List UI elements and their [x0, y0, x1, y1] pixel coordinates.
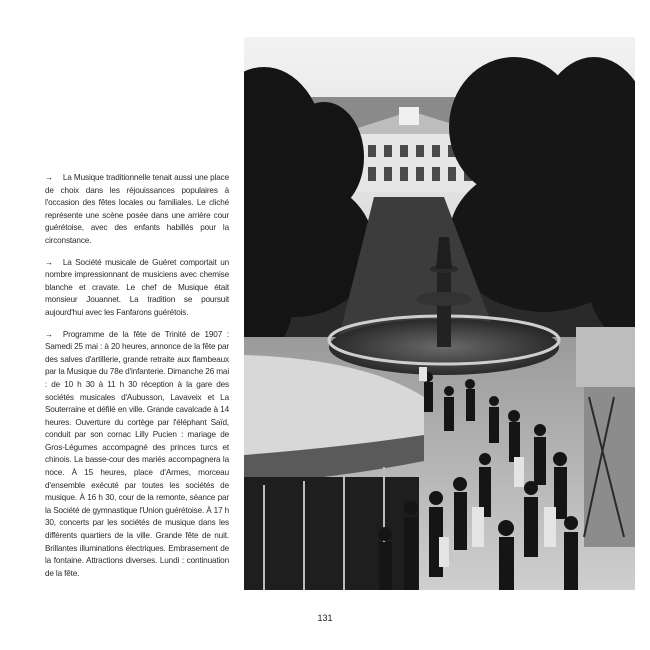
caption-column — [45, 172, 229, 589]
caption-paragraph — [45, 329, 229, 581]
fountain-square-photo-illustration — [244, 37, 635, 590]
page-number: 131 — [317, 613, 333, 623]
arrow-icon: → — [45, 329, 53, 339]
booth-right — [576, 327, 635, 547]
caption-paragraph — [45, 172, 229, 248]
caption-text: Programme de la fête de Trinité de 1907 : Samedi 25 mai : à 20 heures, annonce de la fête par des salves d'artillerie, grande retraite aux flambeaux par la Musique du 78e d'infanterie. Dimanche 26 mai : de 10 h 30 à 11 h 30 réception à la gare des sociétés musicales d'Aubusson, Lavaveix et La Souterraine et défilé en ville. Grande cavalcade à 14 heures. Ouverture du cortège par l'éléphant Saïd, conduit par son cornac Lilly Pucien : mariage de Gros-Légumes accompagné des princes turcs et chinois. La basse-cour des mariés accompagnera la noce. À 15 heures, place d'Armes, morceau d'ensemble exécuté par toutes les sociétés de musique. À 16 h 30, cour de la remonte, séance par la Société de gymnastique l'Union guérétoise. À 17 h 30, concerts par les sociétés de musique dans les différents quartiers de la ville. Grande fête de nuit. Brillantes illuminations électriques. Embrasement de la fontaine. Attractions diverses. Lundi : continuation de la fête. — [45, 329, 230, 578]
caption-text: La Musique traditionnelle tenait aussi une place de choix dans les réjouissances populaires à l'occasion des fêtes locales ou familiales. Le cliché représente une scène posée dans une arrière cour guérétoise, avec des enfants habillés pour la circonstance. — [45, 173, 229, 245]
caption-text: La Société musicale de Guéret comportait un nombre impressionnant de musiciens avec chemise blanche et cravate. Le chef de Musique était monsieur Jouannet. La tradition se poursuit aujourd'hui avec les Fanfarons guérétois. — [45, 257, 229, 317]
arrow-icon: → — [45, 257, 53, 267]
historical-photograph — [244, 37, 635, 590]
caption-paragraph — [45, 257, 229, 320]
arrow-icon: → — [45, 173, 53, 182]
